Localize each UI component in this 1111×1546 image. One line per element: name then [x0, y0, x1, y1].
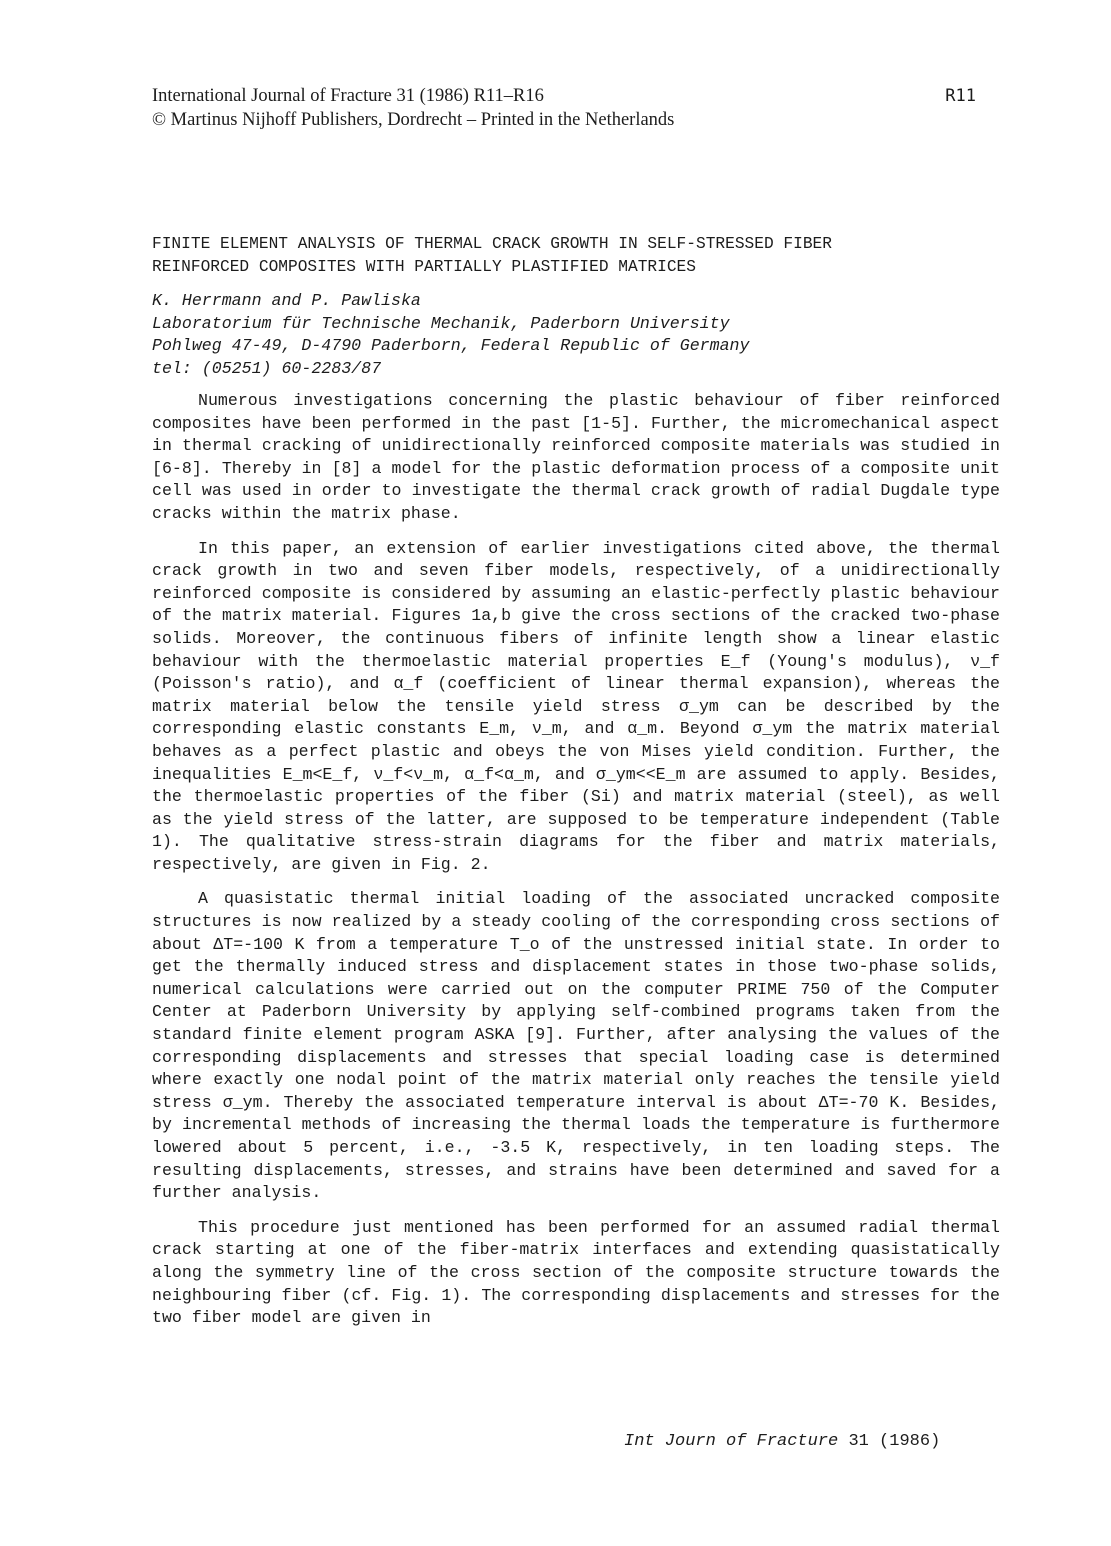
body-text: [152, 390, 1000, 1342]
author-names: K. Herrmann and P. Pawliska: [152, 291, 421, 310]
author-phone: tel: (05251) 60-2283/87: [152, 358, 382, 378]
title-line: FINITE ELEMENT ANALYSIS OF THERMAL CRACK GROWTH IN SELF-STRESSED FIBER: [152, 235, 832, 253]
page-footer: [624, 1432, 940, 1451]
paragraph: This procedure just mentioned has been performed for an assumed radial thermal crack starting at one of the fiber-matrix interfaces and extending quasistatically along the symmetry line of the cross section of the composite structure towards the neighbouring fiber (cf. Fig. 1). The corresponding displacements and stresses for the two fiber model are given in: [152, 1217, 1000, 1328]
author-block: [152, 290, 1012, 380]
journal-line: International Journal of Fracture 31 (1986) R11–R16: [152, 86, 544, 106]
footer-journal: Int Journ of Fracture: [624, 1432, 839, 1451]
publisher-line: © Martinus Nijhoff Publishers, Dordrecht – Printed in the Netherlands: [152, 110, 675, 130]
title-line: REINFORCED COMPOSITES WITH PARTIALLY PLASTIFIED MATRICES: [152, 257, 696, 276]
page-number: R11: [945, 86, 976, 106]
paragraph: A quasistatic thermal initial loading of the associated uncracked composite structures is now realized by a steady cooling of the corresponding cross sections of about ΔT=-100 K from a temperature T_o of the unstressed initial state. In order to get the thermally induced stress and displacement states in those two-phase solids, numerical calculations were carried out on the computer PRIME 750 of the Computer Center at Paderborn University by applying self-combined programs taken from the standard finite element program ASKA [9]. Further, after analysing the values of the corresponding displacements and stresses that special loading case is determined where exactly one nodal point of the matrix material only reaches the tensile yield stress σ_ym. Thereby the associated temperature interval is about ΔT=-70 K. Besides, by incremental methods of increasing the thermal loads the temperature is furthermore lowered about 5 percent, i.e., -3.5 K, respectively, in ten loading steps. The resulting displacements, stresses, and strains have been determined and saved for a further analysis.: [152, 889, 1000, 1203]
article-title: [152, 233, 1012, 278]
author-institute: Laboratorium für Technische Mechanik, Paderborn University: [152, 313, 730, 333]
running-header: [152, 84, 982, 132]
footer-volume: 31 (1986): [848, 1432, 941, 1451]
paragraph: Numerous investigations concerning the plastic behaviour of fiber reinforced composites have been performed in the past [1-5]. Further, the micromechanical aspect in thermal cracking of unidirectionally reinforced composite materials was studied in [6-8]. Thereby in [8] a model for the plastic deformation process of a composite unit cell was used in order to investigate the thermal crack growth of radial Dugdale type cracks within the matrix phase.: [152, 391, 1000, 523]
author-address: Pohlweg 47-49, D-4790 Paderborn, Federal Republic of Germany: [152, 336, 750, 355]
paragraph: In this paper, an extension of earlier investigations cited above, the thermal crack growth in two and seven fiber models, respectively, of a unidirectionally reinforced composite is considered by assuming an elastic-perfectly plastic behaviour of the matrix material. Figures 1a,b give the cross sections of the cracked two-phase solids. Moreover, the continuous fibers of infinite length show a linear elastic behaviour with the thermoelastic material properties E_f (Young's modulus), ν_f (Poisson's ratio), and α_f (coefficient of linear thermal expansion), whereas the matrix material below the tensile yield stress σ_ym can be described by the corresponding elastic constants E_m, ν_m, and α_m. Beyond σ_ym the matrix material behaves as a perfect plastic and obeys the von Mises yield condition. Further, the inequalities E_m<E_f, ν_f<ν_m, α_f<α_m, and σ_ym<<E_m are assumed to apply. Besides, the thermoelastic properties of the fiber (Si) and matrix material (steel), as well as the yield stress of the latter, are supposed to be temperature independent (Table 1). The qualitative stress-strain diagrams for the fiber and matrix materials, respectively, are given in Fig. 2.: [152, 538, 1000, 874]
